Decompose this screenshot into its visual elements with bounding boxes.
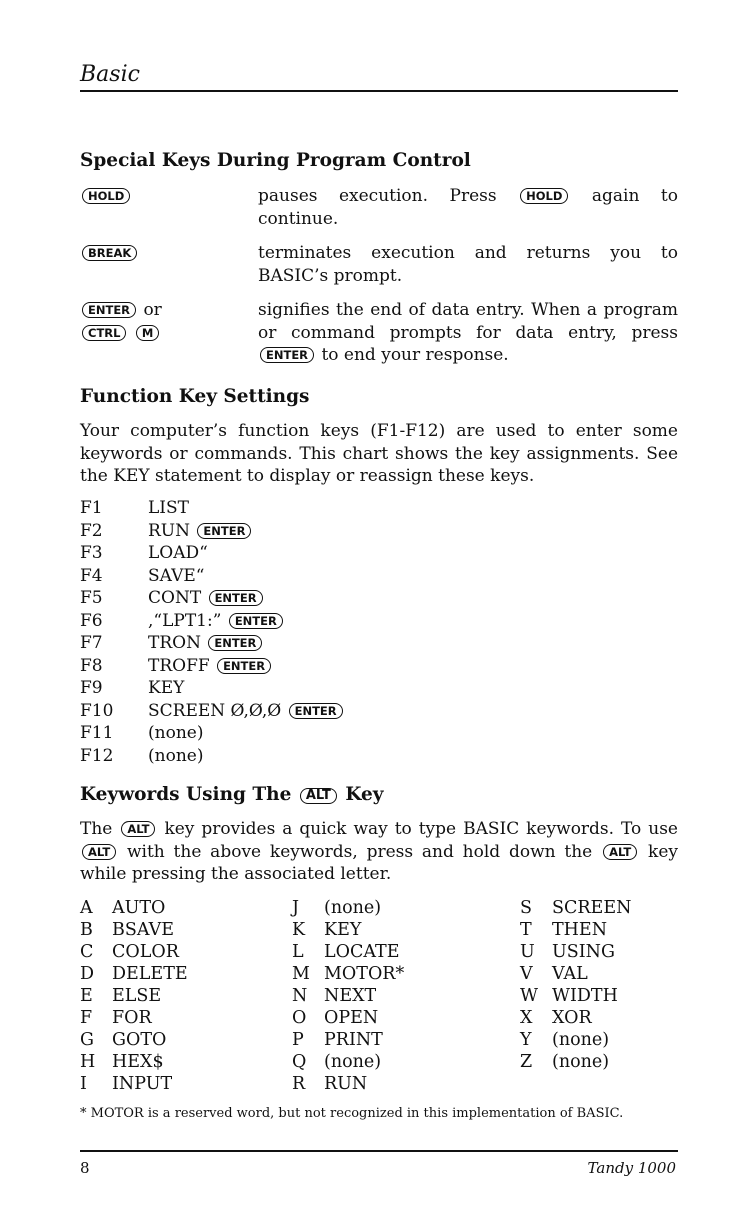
function-key-value: CONT — [148, 588, 207, 608]
alt-keyword: MOTOR* — [324, 964, 405, 984]
alt-keyword: OPEN — [324, 1008, 379, 1028]
key-desc-break: terminates execution and returns you to BASIC’s prompt. — [258, 243, 678, 286]
function-key-value: (none) — [148, 745, 204, 766]
enter-key-icon: ENTER — [82, 302, 136, 318]
alt-keyword-row — [80, 985, 188, 1007]
function-key-table — [80, 497, 345, 767]
alt-keyword: INPUT — [112, 1074, 173, 1094]
key-label-hold — [80, 185, 132, 208]
function-key-name: F12 — [80, 745, 114, 766]
alt-keyword-row — [520, 1029, 631, 1051]
alt-keyword-row — [80, 919, 188, 941]
alt-letter: D — [80, 964, 95, 984]
function-key-row — [80, 565, 345, 588]
function-key-row — [80, 520, 345, 543]
alt-keyword-row — [292, 1073, 404, 1095]
alt-keyword-row — [520, 919, 631, 941]
function-key-name: F7 — [80, 633, 103, 653]
function-keys-heading: Function Key Settings — [80, 386, 310, 407]
alt-column-2 — [292, 897, 404, 1095]
function-key-row — [80, 632, 345, 655]
alt-keyword: WIDTH — [552, 986, 618, 1006]
alt-keyword-row — [80, 897, 188, 919]
function-key-name: F6 — [80, 610, 103, 631]
function-key-value: KEY — [148, 678, 185, 698]
alt-keyword-row — [80, 941, 188, 963]
alt-letter: U — [520, 942, 535, 962]
function-key-value: TROFF — [148, 655, 216, 676]
alt-keyword: RUN — [324, 1074, 368, 1094]
alt-keyword-row — [292, 897, 404, 919]
alt-letter: K — [292, 920, 306, 940]
function-key-value: SAVE“ — [148, 565, 205, 586]
alt-keyword-row — [292, 919, 404, 941]
alt-keyword-row — [292, 941, 404, 963]
function-key-value: RUN — [148, 520, 196, 541]
alt-keyword: SCREEN — [552, 898, 632, 918]
alt-letter: L — [292, 942, 304, 962]
alt-letter: A — [80, 898, 93, 918]
alt-letter: S — [520, 898, 532, 918]
function-key-row — [80, 677, 345, 700]
alt-column-1 — [80, 897, 188, 1095]
function-key-row — [80, 655, 345, 678]
m-key-icon: M — [136, 325, 159, 341]
alt-keyword: LOCATE — [324, 942, 400, 962]
footnote: * MOTOR is a reserved word, but not recognized in this implementation of BASIC. — [80, 1106, 624, 1121]
alt-letter: Z — [520, 1052, 533, 1072]
alt-keywords-intro: The ALT key provides a quick way to type BASIC keywords. To use ALT with the above keywords, press and hold down the ALT key while pressing the associated letter. — [80, 819, 679, 884]
alt-keyword-row — [520, 963, 631, 985]
alt-keyword-row — [520, 941, 631, 963]
function-key-row — [80, 587, 345, 610]
enter-key-icon: ENTER — [260, 347, 314, 363]
alt-key-badge: ALT — [300, 788, 337, 804]
alt-letter: W — [520, 986, 538, 1006]
function-key-row — [80, 700, 345, 723]
alt-keyword: DELETE — [112, 964, 188, 984]
key-desc-hold: pauses execution. Press HOLD again to continue. — [258, 186, 679, 229]
alt-letter: G — [80, 1030, 94, 1050]
alt-letter: V — [520, 964, 533, 984]
alt-keyword: AUTO — [112, 898, 166, 918]
alt-keyword-row — [80, 963, 188, 985]
alt-keyword: XOR — [552, 1008, 592, 1028]
alt-keyword-row — [80, 1051, 188, 1073]
alt-keyword: COLOR — [112, 942, 179, 962]
running-head: Basic — [80, 62, 140, 87]
alt-heading-post: Key — [345, 784, 384, 805]
enter-key-icon: ENTER — [217, 658, 271, 674]
alt-keyword: GOTO — [112, 1030, 167, 1050]
alt-letter: X — [520, 1008, 533, 1028]
alt-keyword-row — [292, 1051, 404, 1073]
function-key-name: F10 — [80, 700, 114, 721]
alt-keyword-row — [292, 1007, 404, 1029]
alt-letter: T — [520, 920, 532, 940]
alt-letter: C — [80, 942, 94, 962]
function-key-name: F4 — [80, 565, 103, 586]
alt-letter: P — [292, 1030, 304, 1050]
key-label-break — [80, 242, 139, 265]
alt-keyword-row — [520, 985, 631, 1007]
alt-keyword: (none) — [324, 898, 382, 918]
function-key-name: F3 — [80, 543, 103, 563]
enter-key-icon: ENTER — [289, 703, 343, 719]
alt-letter: Q — [292, 1052, 307, 1072]
alt-keyword-row — [520, 897, 631, 919]
alt-keyword: (none) — [324, 1052, 382, 1072]
break-key-icon: BREAK — [82, 245, 137, 261]
special-keys-heading: Special Keys During Program Control — [80, 150, 471, 171]
page-number: 8 — [80, 1159, 90, 1177]
function-keys-intro: Your computer’s function keys (F1-F12) are used to enter some keywords or commands. This chart shows the key assignments. See the KEY statement to display or reassign these keys. — [80, 421, 678, 486]
enter-key-icon: ENTER — [197, 523, 251, 539]
function-key-value: LOAD“ — [148, 543, 208, 563]
alt-keyword: PRINT — [324, 1030, 383, 1050]
function-key-value: LIST — [148, 498, 189, 518]
alt-letter: F — [80, 1008, 93, 1028]
alt-letter: E — [80, 986, 93, 1006]
alt-heading-pre: Keywords Using The — [80, 784, 292, 805]
function-key-name: F2 — [80, 520, 103, 541]
alt-keyword: BSAVE — [112, 920, 175, 940]
alt-letter: I — [80, 1074, 87, 1094]
alt-letter: H — [80, 1052, 96, 1072]
function-key-row — [80, 610, 345, 633]
alt-letter: O — [292, 1008, 307, 1028]
function-key-value: TRON — [148, 633, 207, 653]
key-label-enter: ENTER or CTRL M — [80, 299, 162, 344]
alt-letter: B — [80, 920, 93, 940]
footer-brand: Tandy 1000 — [587, 1159, 676, 1177]
function-key-name: F5 — [80, 588, 103, 608]
function-key-name: F11 — [80, 723, 114, 743]
alt-keyword: USING — [552, 942, 615, 962]
alt-keyword-row — [520, 1007, 631, 1029]
alt-keyword-row — [292, 1029, 404, 1051]
header-rule — [80, 90, 678, 92]
function-key-value: SCREEN Ø,Ø,Ø — [148, 700, 287, 721]
function-key-row — [80, 745, 345, 768]
alt-letter: R — [292, 1074, 306, 1094]
ctrl-key-icon: CTRL — [82, 325, 126, 341]
function-key-name: F9 — [80, 678, 103, 698]
alt-key-icon: ALT — [603, 844, 637, 860]
alt-letter: N — [292, 986, 308, 1006]
function-key-value: (none) — [148, 723, 204, 743]
alt-letter: M — [292, 964, 310, 984]
function-key-name: F1 — [80, 498, 103, 518]
key-desc-enter: signifies the end of data entry. When a program or command prompts for data entry, press ENTER to end your response. — [258, 300, 678, 365]
alt-keyword-row — [292, 963, 404, 985]
alt-keyword: HEX$ — [112, 1052, 164, 1072]
alt-keyword-row — [80, 1073, 188, 1095]
alt-keyword-row — [80, 1007, 188, 1029]
enter-key-icon: ENTER — [209, 590, 263, 606]
alt-key-icon: ALT — [121, 821, 155, 837]
alt-column-3 — [520, 897, 631, 1073]
alt-keyword: KEY — [324, 920, 362, 940]
function-key-value: ,“LPT1:” — [148, 610, 227, 631]
function-key-name: F8 — [80, 655, 103, 676]
alt-keyword: FOR — [112, 1008, 152, 1028]
enter-key-icon: ENTER — [208, 635, 262, 651]
alt-keyword: VAL — [552, 964, 588, 984]
function-key-row — [80, 542, 345, 565]
alt-keyword: THEN — [552, 920, 608, 940]
footer-rule — [80, 1150, 678, 1152]
alt-keyword-row — [520, 1051, 631, 1073]
alt-letter: Y — [520, 1030, 532, 1050]
alt-keyword: ELSE — [112, 986, 162, 1006]
alt-key-icon: ALT — [82, 844, 116, 860]
alt-keyword: (none) — [552, 1030, 610, 1050]
alt-keyword: NEXT — [324, 986, 377, 1006]
hold-key-icon: HOLD — [82, 188, 130, 204]
hold-key-icon: HOLD — [520, 188, 568, 204]
function-key-row — [80, 497, 345, 520]
alt-keyword-row — [292, 985, 404, 1007]
alt-keyword: (none) — [552, 1052, 610, 1072]
alt-keyword-row — [80, 1029, 188, 1051]
enter-key-icon: ENTER — [229, 613, 283, 629]
alt-keywords-heading — [80, 784, 384, 805]
function-key-row — [80, 722, 345, 745]
alt-letter: J — [292, 898, 300, 918]
